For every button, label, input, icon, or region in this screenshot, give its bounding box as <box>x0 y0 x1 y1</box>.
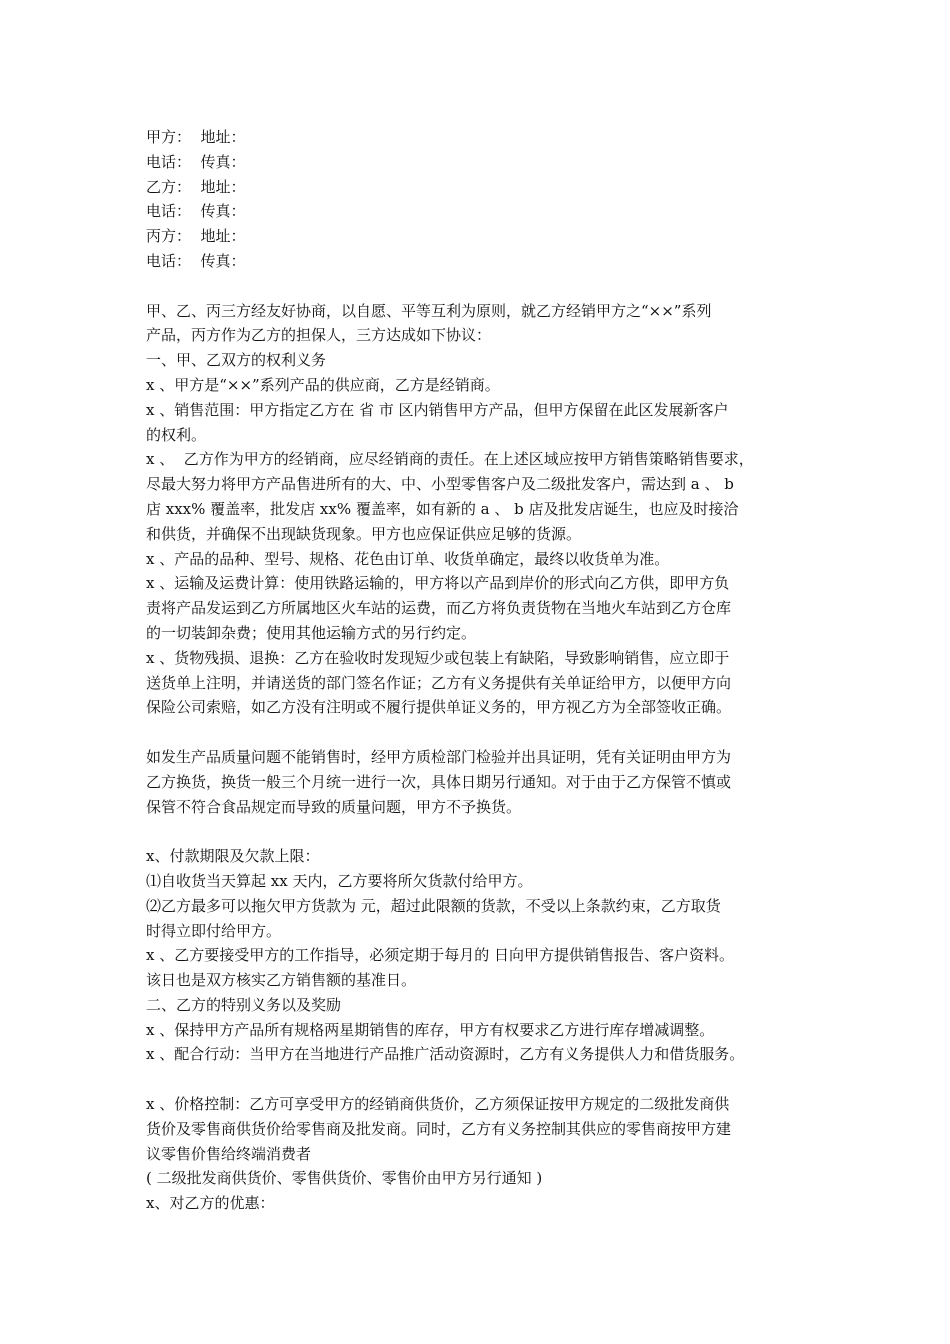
payment-line: x 、配合行动：当甲方在当地进行产品推广活动资源时，乙方有义务提供人力和借货服务。 <box>146 1045 745 1064</box>
party-b-address: 乙方： 地址： <box>146 177 246 196</box>
section-heading: 一、甲、乙双方的权利义务 <box>146 351 327 370</box>
payment-line: ⑵乙方最多可以拖欠甲方货款为 元，超过此限额的货款，不受以上条款约束，乙方取货 <box>146 896 721 915</box>
payment-line: ⑴自收货当天算起 xx 天内，乙方要将所欠货款付给甲方。 <box>146 871 533 890</box>
party-b-phone: 电话： 传真： <box>146 202 246 221</box>
clause-line: 送货单上注明，并请送货的部门签名作证；乙方有义务提供有关单证给甲方，以便甲方向 <box>146 673 732 692</box>
intro-line: 产品，丙方作为乙方的担保人，三方达成如下协议： <box>146 326 492 345</box>
clause-line: x 、 乙方作为甲方的经销商，应尽经销商的责任。在上述区域应按甲方销售策略销售要求， <box>146 450 754 469</box>
payment-line: x、付款期限及欠款上限： <box>146 847 320 866</box>
clause-line: x 、销售范围：甲方指定乙方在 省 市 区内销售甲方产品，但甲方保留在此区发展新客户 <box>146 400 729 419</box>
clause-line: x 、运输及运费计算：使用铁路运输的，甲方将以产品到岸价的形式向乙方供，即甲方负 <box>146 574 730 593</box>
quality-line: 保管不符合食品规定而导致的质量问题，甲方不予换货。 <box>146 797 522 816</box>
clause-line: 的权利。 <box>146 425 207 444</box>
party-a-phone: 电话： 传真： <box>146 152 246 171</box>
clause-line: x 、产品的品种、型号、规格、花色由订单、收货单确定，最终以收货单为准。 <box>146 549 670 568</box>
pricing-line: x 、价格控制：乙方可享受甲方的经销商供货价，乙方须保证按甲方规定的二级批发商供 <box>146 1095 730 1114</box>
section-heading: 二、乙方的特别义务以及奖励 <box>146 995 342 1014</box>
payment-line: x 、保持甲方产品所有规格两星期销售的库存，甲方有权要求乙方进行库存增减调整。 <box>146 1020 715 1039</box>
pricing-line: x、对乙方的优惠： <box>146 1194 275 1213</box>
pricing-line: ( 二级批发商供货价、零售供货价、零售价由甲方另行通知 ) <box>146 1169 543 1188</box>
clause-line: 店 xxx% 覆盖率，批发店 xx% 覆盖率，如有新的 a 、 b 店及批发店诞生，也应及时接洽 <box>146 499 739 518</box>
quality-line: 乙方换货，换货一般三个月统一进行一次，具体日期另行通知。对于由于乙方保管不慎或 <box>146 772 732 791</box>
pricing-line: 货价及零售商供货价给零售商及批发商。同时，乙方有义务控制其供应的零售商按甲方建 <box>146 1119 732 1138</box>
pricing-line: 议零售价售给终端消费者 <box>146 1144 312 1163</box>
party-c-phone: 电话： 传真： <box>146 251 246 270</box>
party-c-address: 丙方： 地址： <box>146 227 246 246</box>
clause-line: 的一切装卸杂费；使用其他运输方式的另行约定。 <box>146 623 477 642</box>
clause-line: 保险公司索赔，如乙方没有注明或不履行提供单证义务的，甲方视乙方为全部签收正确。 <box>146 698 732 717</box>
clause-line: 和供货，并确保不出现缺货现象。甲方也应保证供应足够的货源。 <box>146 524 582 543</box>
clause-line: x 、甲方是“××”系列产品的供应商，乙方是经销商。 <box>146 375 500 394</box>
payment-line: x 、乙方要接受甲方的工作指导，必须定期于每月的 日向甲方提供销售报告、客户资料。 <box>146 946 734 965</box>
payment-line: 时得立即付给甲方。 <box>146 921 282 940</box>
intro-line: 甲、乙、丙三方经友好协商，以自愿、平等互利为原则，就乙方经销甲方之“××”系列 <box>146 301 712 320</box>
clause-line: 尽最大努力将甲方产品售进所有的大、中、小型零售客户及二级批发客户，需达到 a 、 b <box>146 475 734 494</box>
party-a-address: 甲方： 地址： <box>146 128 246 146</box>
clause-line: x 、货物残损、退换：乙方在验收时发现短少或包装上有缺陷，导致影响销售，应立即于 <box>146 648 730 667</box>
clause-line: 责将产品发运到乙方所属地区火车站的运费，而乙方将负责货物在当地火车站到乙方仓库 <box>146 599 732 618</box>
payment-line: 该日也是双方核实乙方销售额的基准日。 <box>146 971 417 990</box>
contract-document <box>146 125 816 1216</box>
quality-line: 如发生产品质量问题不能销售时，经甲方质检部门检验并出具证明，凭有关证明由甲方为 <box>146 747 732 766</box>
